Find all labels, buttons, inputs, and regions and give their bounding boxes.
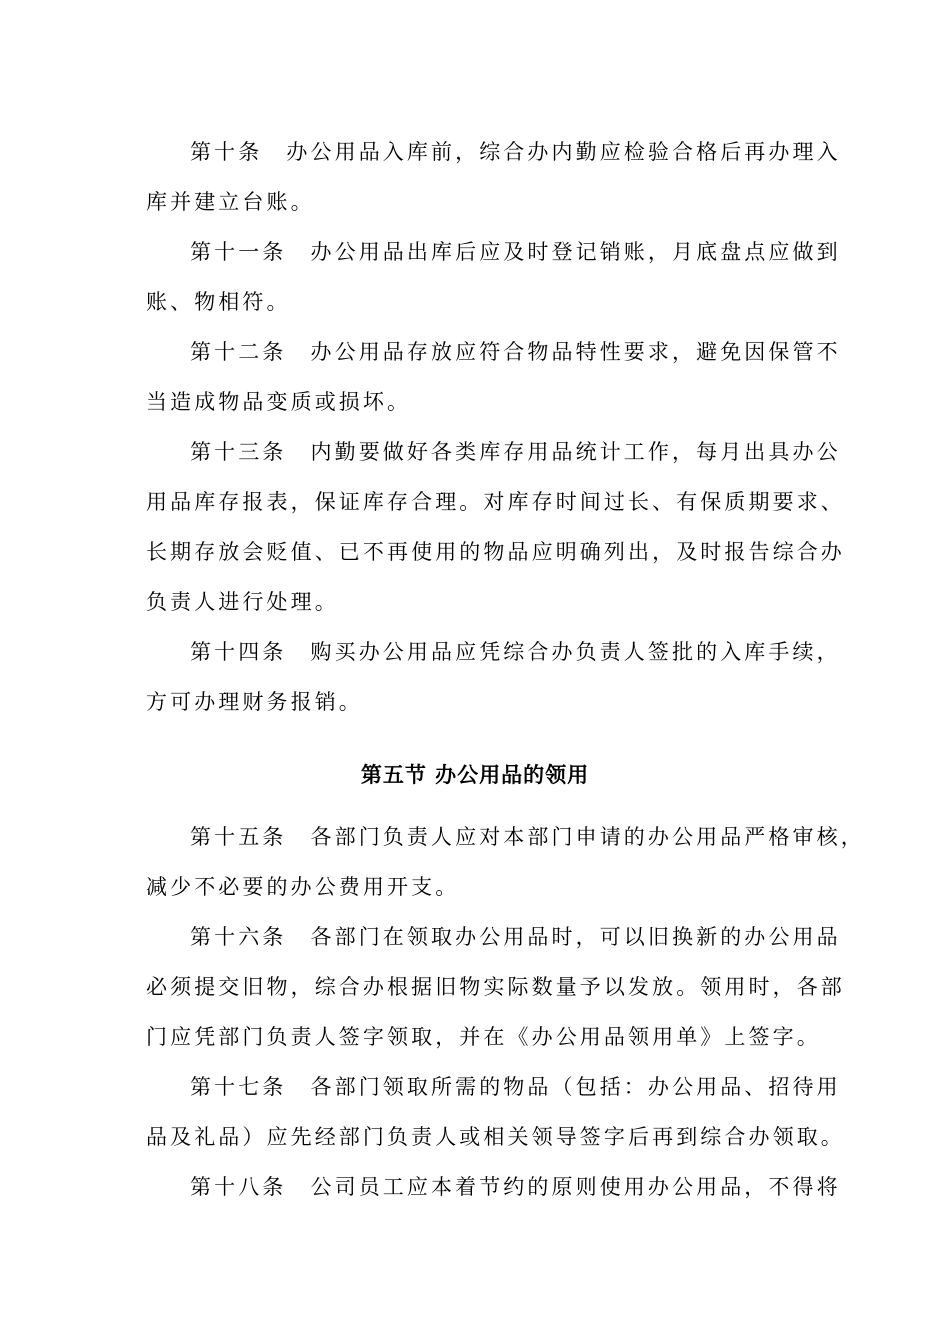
article-17-line-1: 第十七条 各部门领取所需的物品（包括：办公用品、招待用 bbox=[190, 1075, 841, 1099]
section-heading: 第五节 办公用品的领用 bbox=[360, 763, 590, 787]
article-14-line-1: 第十四条 购买办公用品应凭综合办负责人签批的入库手续， bbox=[190, 640, 841, 664]
article-11-line-1: 第十一条 办公用品出库后应及时登记销账，月底盘点应做到 bbox=[190, 240, 841, 264]
article-16-line-1: 第十六条 各部门在领取办公用品时，可以旧换新的办公用品 bbox=[190, 925, 841, 949]
article-13-line-1: 第十三条 内勤要做好各类库存用品统计工作，每月出具办公 bbox=[190, 440, 841, 464]
article-13-line-3: 长期存放会贬值、已不再使用的物品应明确列出，及时报告综合办 bbox=[146, 540, 845, 564]
article-15-line-1: 第十五条 各部门负责人应对本部门申请的办公用品严格审核， bbox=[190, 825, 865, 849]
article-12-line-1: 第十二条 办公用品存放应符合物品特性要求，避免因保管不 bbox=[190, 340, 841, 364]
article-13-line-4: 负责人进行处理。 bbox=[146, 590, 339, 614]
article-15-line-2: 减少不必要的办公费用开支。 bbox=[146, 875, 460, 899]
article-10-line-2: 库并建立台账。 bbox=[146, 190, 315, 214]
article-16-line-2: 必须提交旧物，综合办根据旧物实际数量予以发放。领用时，各部 bbox=[146, 975, 845, 999]
article-16-line-3: 门应凭部门负责人签字领取，并在《办公用品领用单》上签字。 bbox=[146, 1025, 821, 1049]
article-10-line-1: 第十条 办公用品入库前，综合办内勤应检验合格后再办理入 bbox=[190, 140, 841, 164]
article-12-line-2: 当造成物品变质或损坏。 bbox=[146, 390, 412, 414]
article-17-line-2: 品及礼品）应先经部门负责人或相关领导签字后再到综合办领取。 bbox=[146, 1125, 845, 1149]
article-18-line-1: 第十八条 公司员工应本着节约的原则使用办公用品，不得将 bbox=[190, 1175, 841, 1199]
article-14-line-2: 方可办理财务报销。 bbox=[146, 690, 363, 714]
article-11-line-2: 账、物相符。 bbox=[146, 290, 291, 314]
article-13-line-2: 用品库存报表，保证库存合理。对库存时间过长、有保质期要求、 bbox=[146, 490, 845, 514]
